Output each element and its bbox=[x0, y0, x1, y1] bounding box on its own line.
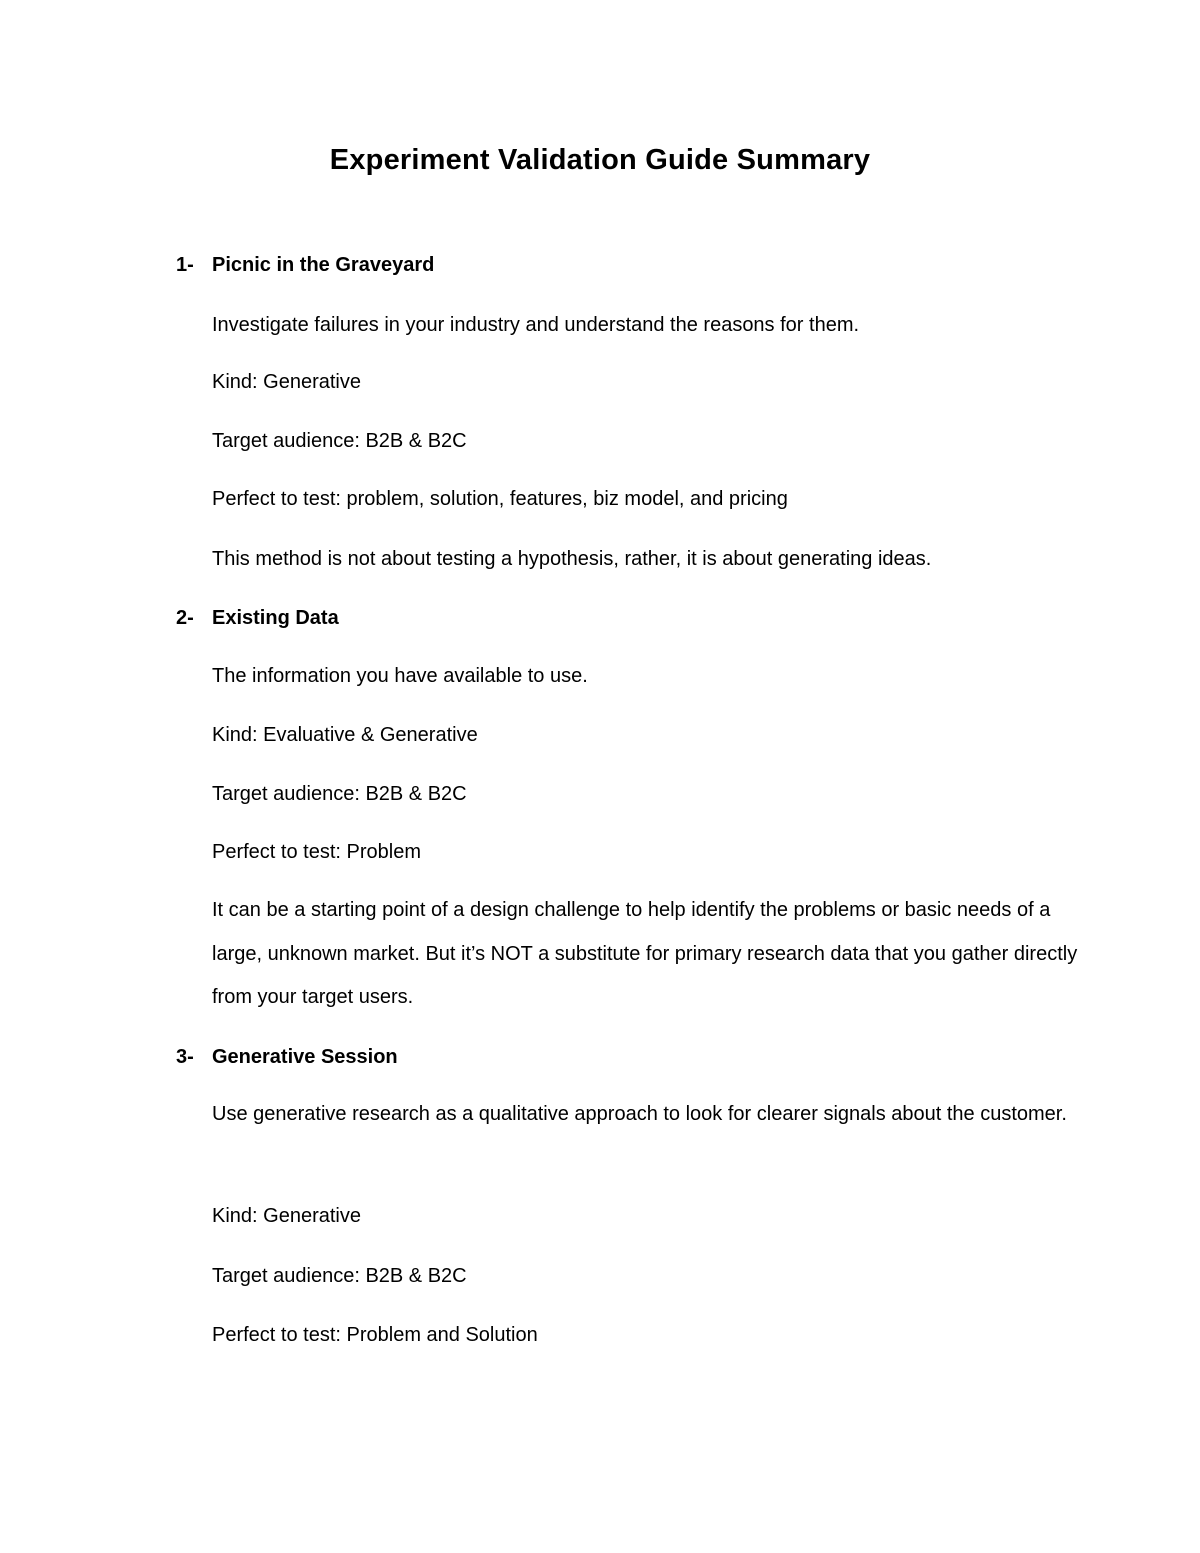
section-title: Existing Data bbox=[212, 607, 339, 629]
section-1-kind: Kind: Generative bbox=[212, 371, 361, 393]
section-2-perfect-to-test: Perfect to test: Problem bbox=[212, 841, 421, 863]
page-title: Experiment Validation Guide Summary bbox=[329, 144, 871, 176]
section-2-description: The information you have available to use. bbox=[212, 665, 588, 687]
section-3-heading bbox=[176, 1043, 398, 1071]
section-number: 1- bbox=[176, 254, 194, 276]
section-2-audience: Target audience: B2B & B2C bbox=[212, 783, 467, 805]
section-2-note: It can be a starting point of a design challenge to help identify the problems or basic needs of a large, unknown market. But it’s NOT a substitute for primary research data that you gather directly from your target users. bbox=[212, 899, 1078, 1008]
section-number: 3- bbox=[176, 1046, 194, 1068]
section-1-heading bbox=[176, 251, 434, 279]
section-1-audience: Target audience: B2B & B2C bbox=[212, 430, 467, 452]
section-3-description: Use generative research as a qualitative approach to look for clearer signals about the customer. bbox=[212, 1103, 1067, 1125]
section-3-audience: Target audience: B2B & B2C bbox=[212, 1265, 467, 1287]
section-2-kind: Kind: Evaluative & Generative bbox=[212, 724, 478, 746]
section-title: Generative Session bbox=[212, 1046, 398, 1068]
section-title: Picnic in the Graveyard bbox=[212, 254, 435, 276]
section-1-note: This method is not about testing a hypothesis, rather, it is about generating ideas. bbox=[212, 548, 932, 570]
section-number: 2- bbox=[176, 607, 194, 629]
section-1-description: Investigate failures in your industry and understand the reasons for them. bbox=[212, 314, 860, 336]
section-2-heading bbox=[176, 604, 339, 632]
section-3-kind: Kind: Generative bbox=[212, 1205, 361, 1227]
section-1-perfect-to-test: Perfect to test: problem, solution, features, biz model, and pricing bbox=[212, 488, 788, 510]
section-3-perfect-to-test: Perfect to test: Problem and Solution bbox=[212, 1324, 538, 1346]
